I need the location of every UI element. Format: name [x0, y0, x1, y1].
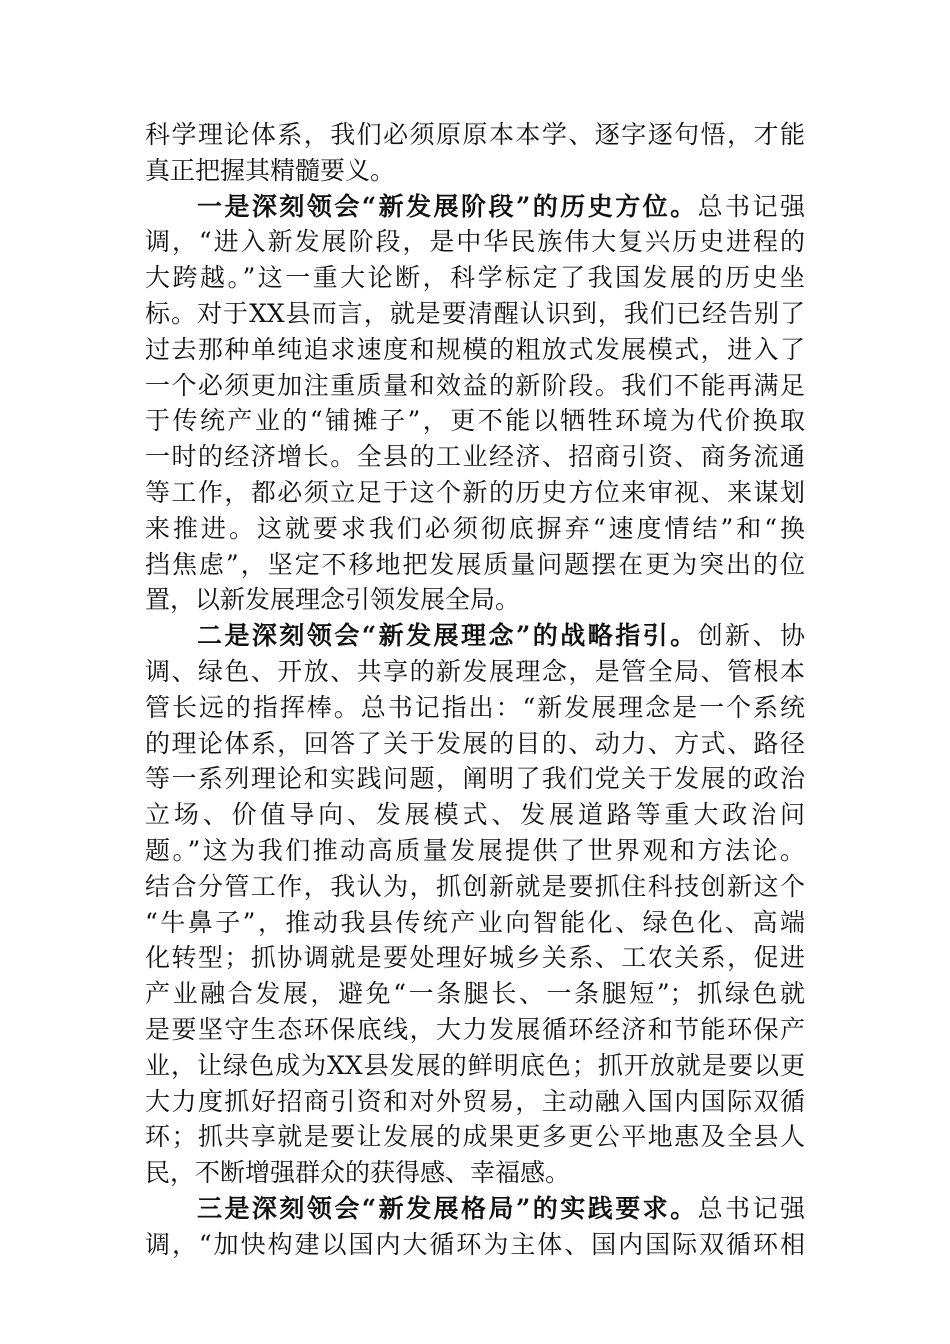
text-line	[145, 547, 805, 583]
text-line	[145, 1048, 805, 1084]
paragraph	[145, 189, 805, 619]
body-text: 科学理论体系，我们必须原原本本学、逐字逐句悟，才能	[145, 120, 805, 149]
body-text: 于传统产业的“铺摊子”，更不能以牺牲环境为代价换取	[145, 406, 805, 436]
paragraph	[145, 618, 805, 1191]
body-text: 挡焦虑”，坚定不移地把发展质量问题摆在更为突出的位	[145, 549, 805, 579]
text-line	[145, 976, 805, 1012]
paragraph	[145, 117, 805, 189]
body-text: 是要坚守生态环保底线，大力发展循环经济和节能环保产	[145, 1014, 805, 1044]
text-line	[145, 332, 805, 368]
body-text: 等工作，都必须立足于这个新的历史方位来审视、来谋划	[145, 477, 805, 507]
body-text: 结合分管工作，我认为，抓创新就是要抓住科技创新这个	[145, 871, 805, 901]
body-text: 大跨越。”这一重大论断，科学标定了我国发展的历史坐	[145, 263, 805, 293]
text-line	[145, 189, 805, 225]
text-line	[145, 153, 805, 189]
text-line	[145, 117, 805, 153]
body-text: 的理论体系，回答了关于发展的目的、动力、方式、路径	[145, 728, 805, 758]
body-text: 真正把握其精髓要义。	[145, 155, 396, 185]
text-line	[145, 439, 805, 475]
body-text: 产业融合发展，避免“一条腿长、一条腿短”；抓绿色就	[145, 979, 805, 1009]
text-line	[145, 582, 805, 618]
body-text: 大力度抓好招商引资和对外贸易，主动融入国内国际双循	[145, 1086, 805, 1116]
text-line	[145, 1191, 805, 1227]
text-line	[145, 940, 805, 976]
text-line	[145, 368, 805, 404]
text-line	[145, 296, 805, 332]
text-line	[145, 1119, 805, 1155]
body-text: 创新、协	[697, 621, 805, 651]
body-text: 一个必须更加注重质量和效益的新阶段。我们不能再满足	[145, 370, 805, 400]
text-line	[145, 475, 805, 511]
text-line	[145, 654, 805, 690]
body-text: 置，以新发展理念引领发展全局。	[145, 585, 521, 615]
body-text: 化转型；抓协调就是要处理好城乡关系、工农关系，促进	[145, 943, 805, 973]
text-line	[145, 761, 805, 797]
text-line	[145, 833, 805, 869]
text-line	[145, 905, 805, 941]
text-line	[145, 1155, 805, 1191]
paragraph	[145, 1191, 805, 1263]
body-text: 民，不断增强群众的获得感、幸福感。	[145, 1158, 571, 1188]
text-line	[145, 726, 805, 762]
body-text: 题。”这为我们推动高质量发展提供了世界观和方法论。	[145, 835, 805, 865]
body-text: 一时的经济增长。全县的工业经济、招商引资、商务流通	[145, 442, 805, 472]
body-text: 立场、价值导向、发展模式、发展道路等重大政治问	[145, 800, 805, 830]
body-text: 调、绿色、开放、共享的新发展理念，是管全局、管根本	[145, 656, 805, 686]
text-line	[145, 511, 805, 547]
document-page	[145, 117, 805, 1263]
body-text: “牛鼻子”，推动我县传统产业向智能化、绿色化、高端	[145, 907, 805, 937]
body-text: 总书记强	[697, 191, 805, 221]
body-text: 过去那种单纯追求速度和规模的粗放式发展模式，进入了	[145, 334, 805, 364]
section-heading: 三是深刻领会“新发展格局”的实践要求。	[197, 1193, 698, 1223]
text-line	[145, 690, 805, 726]
body-text: 业，让绿色成为XX县发展的鲜明底色；抓开放就是要以更	[145, 1050, 805, 1080]
body-text: 环；抓共享就是要让发展的成果更多更公平地惠及全县人	[145, 1122, 805, 1152]
body-text: 来推进。这就要求我们必须彻底摒弃“速度情结”和“换	[145, 513, 805, 543]
text-line	[145, 260, 805, 296]
body-text: 标。对于XX县而言，就是要清醒认识到，我们已经告别了	[145, 298, 805, 328]
body-text: 调，“加快构建以国内大循环为主体、国内国际双循环相	[145, 1229, 805, 1259]
section-heading: 一是深刻领会“新发展阶段”的历史方位。	[197, 191, 698, 221]
text-line	[145, 224, 805, 260]
text-line	[145, 403, 805, 439]
text-line	[145, 869, 805, 905]
text-line	[145, 1012, 805, 1048]
body-text: 等一系列理论和实践问题，阐明了我们党关于发展的政治	[145, 764, 805, 794]
section-heading: 二是深刻领会“新发展理念”的战略指引。	[197, 621, 698, 651]
body-text: 管长远的指挥棒。总书记指出：“新发展理念是一个系统	[145, 692, 805, 722]
text-line	[145, 1084, 805, 1120]
text-line	[145, 618, 805, 654]
text-line	[145, 1227, 805, 1263]
text-line	[145, 797, 805, 833]
body-text: 总书记强	[697, 1193, 805, 1223]
body-text: 调，“进入新发展阶段，是中华民族伟大复兴历史进程的	[145, 227, 805, 257]
